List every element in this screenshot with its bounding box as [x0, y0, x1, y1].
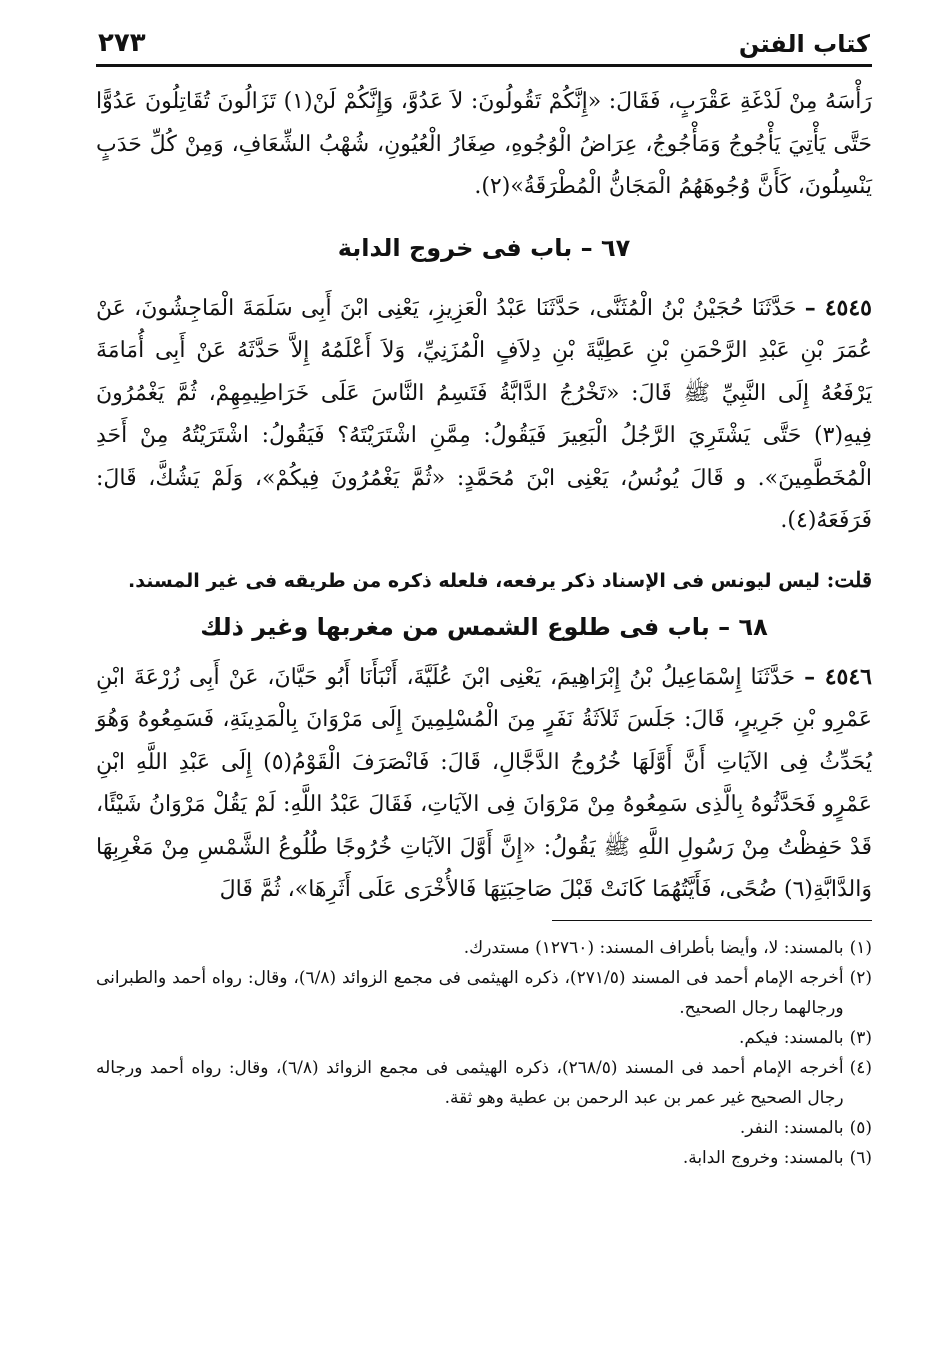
footnote-mark: (٥) [849, 1117, 872, 1138]
note-text: ليس ليونس فى الإسناد ذكر يرفعه، فلعله ذكره من طريقه فى غير المسند. [128, 569, 820, 592]
book-title: كتاب الفتن [738, 30, 870, 58]
footnote-2 [96, 963, 872, 1023]
footnote-1 [96, 933, 872, 963]
hadith-4545 [96, 287, 872, 543]
editor-note [96, 559, 872, 602]
hadith-text: حَدَّثَنَا إِسْمَاعِيلُ بْنُ إِبْرَاهِيمَ، يَعْنِى ابْنَ عُلَيَّةَ، أَنْبَأَنَا أَبُو حَيَّانَ، عَنْ أَبِى زُرْعَةَ ابْنِ عَمْرِو بْنِ جَرِيرٍ، قَالَ: جَلَسَ ثَلاَثَةُ نَفَرٍ مِنَ الْمُسْلِمِينَ إِلَى مَرْوَانَ بِالْمَدِينَةِ، فَسَمِعُوهُ وَهُوَ يُحَدِّثُ فِى الآيَاتِ أَنَّ أَوَّلَهَا خُرُوجُ الدَّجَّالِ، قَالَ: فَانْصَرَفَ الْقَوْمُ(٥) إِلَى عَبْدِ اللَّهِ ابْنِ عَمْرٍو فَحَدَّثُوهُ بِالَّذِى سَمِعُوهُ مِنْ مَرْوَانَ فِى الآيَاتِ، فَقَالَ عَبْدُ اللَّهِ: لَمْ يَقُلْ مَرْوَانُ شَيْئًا، قَدْ حَفِظْتُ مِنْ رَسُولِ اللَّهِ ﷺ يَقُولُ: «إِنَّ أَوَّلَ الآيَاتِ خُرُوجًا طُلُوعُ الشَّمْسِ مِنْ مَغْرِبِهَا وَالدَّابَّةِ(٦) ضُحًى، فَأَيَّتُهُمَا كَانَتْ قَبْلَ صَاحِبَتِهَا فَالأُخْرَى عَلَى أَثَرِهَا»، ثُمَّ قَالَ [96, 664, 872, 902]
footnote-3 [96, 1023, 872, 1053]
footnote-text: بالمسند: وخروج الدابة. [682, 1147, 844, 1168]
page-number: ٢٧٣ [98, 28, 146, 58]
footnote-text: بالمسند: النفر. [739, 1117, 844, 1138]
hadith-text: حَدَّثَنَا حُجَيْنُ بْنُ الْمُثَنَّى، حَدَّثَنَا عَبْدُ الْعَزِيزِ، يَعْنِى ابْنَ أَبِى سَلَمَةَ الْمَاجِشُونَ، عَنْ عُمَرَ بْنِ عَبْدِ الرَّحْمَنِ بْنِ عَطِيَّةَ بْنِ دِلاَفٍ الْمُزَنِيِّ، وَلاَ أَعْلَمُهُ إِلاَّ حَدَّثَهُ عَنْ أَبِى أُمَامَةَ يَرْفَعُهُ إِلَى النَّبِيِّ ﷺ قَالَ: «تَخْرُجُ الدَّابَّةُ فَتَسِمُ النَّاسَ عَلَى خَرَاطِيمِهِمْ، ثُمَّ يَغْمُرُونَ فِيهِ(٣) حَتَّى يَشْتَرِيَ الرَّجُلُ الْبَعِيرَ فَيَقُولُ: مِمَّنِ اشْتَرَيْتَهُ؟ فَيَقُولُ: اشْتَرَيْتُهُ مِنْ أَحَدِ الْمُخَطَّمِينَ». و قَالَ يُونُسُ، يَعْنِى ابْنَ مُحَمَّدٍ: «ثُمَّ يَغْمُرُونَ فِيكُمْ»، وَلَمْ يَشُكَّ، قَالَ: فَرَفَعَهُ(٤). [96, 295, 872, 533]
hadith-4546 [96, 656, 872, 912]
footnote-4 [96, 1053, 872, 1113]
footnote-5 [96, 1113, 872, 1143]
header-rule [96, 64, 872, 67]
footnote-mark: (٤) [849, 1057, 872, 1078]
footnote-rule [552, 920, 872, 921]
hadith-number: ٤٥٤٥ – [804, 294, 872, 321]
intro-paragraph: رَأْسَهُ مِنْ لَدْغَةِ عَقْرَبٍ، فَقَالَ: «إِنَّكُمْ تَقُولُونَ: لاَ عَدُوَّ، وَإِنَّكُمْ لَنْ(١) تَزَالُونَ تُقَاتِلُونَ عَدُوًّا حَتَّى يَأْتِيَ يَأْجُوجُ وَمَأْجُوجُ، عِرَاضُ الْوُجُوهِ، صِغَارُ الْعُيُونِ، شُهْبُ الشِّعَافِ، وَمِنْ كُلِّ حَدَبٍ يَنْسِلُونَ، كَأَنَّ وُجُوهَهُمُ الْمَجَانُّ الْمُطْرَقَةُ»(٢). [96, 89, 872, 199]
running-head [96, 22, 872, 58]
footnote-mark: (٦) [849, 1147, 872, 1168]
chapter-heading-68: ٦٨ – باب فى طلوع الشمس من مغربها وغير ذلك [200, 612, 768, 641]
book-page [96, 22, 872, 1173]
footnote-mark: (٣) [849, 1027, 872, 1048]
chapter-heading-67: ٦٧ – باب فى خروج الدابة [337, 233, 631, 262]
footnote-text: بالمسند: لا، وأيضا بأطراف المسند: (١٢٧٦٠) مستدرك. [463, 937, 844, 958]
footnote-text: بالمسند: فيكم. [738, 1027, 844, 1048]
footnotes [96, 933, 872, 1173]
footnote-mark: (٢) [849, 967, 872, 988]
footnote-6 [96, 1143, 872, 1173]
note-label: قلت: [826, 566, 872, 592]
footnote-text: أخرجه الإمام أحمد فى المسند (٢٧١/٥)، ذكره الهيثمى فى مجمع الزوائد (٦/٨)، وقال: رواه أحمد والطبرانى ورجالهما رجال الصحيح. [96, 967, 844, 1018]
hadith-number: ٤٥٤٦ – [804, 663, 872, 690]
footnote-text: أخرجه الإمام أحمد فى المسند (٢٦٨/٥)، ذكره الهيثمى فى مجمع الزوائد (٦/٨)، وقال: رواه أحمد ورجاله رجال الصحيح غير عمر بن عبد الرحمن بن عطية وهو ثقة. [96, 1057, 844, 1108]
footnote-mark: (١) [849, 937, 872, 958]
